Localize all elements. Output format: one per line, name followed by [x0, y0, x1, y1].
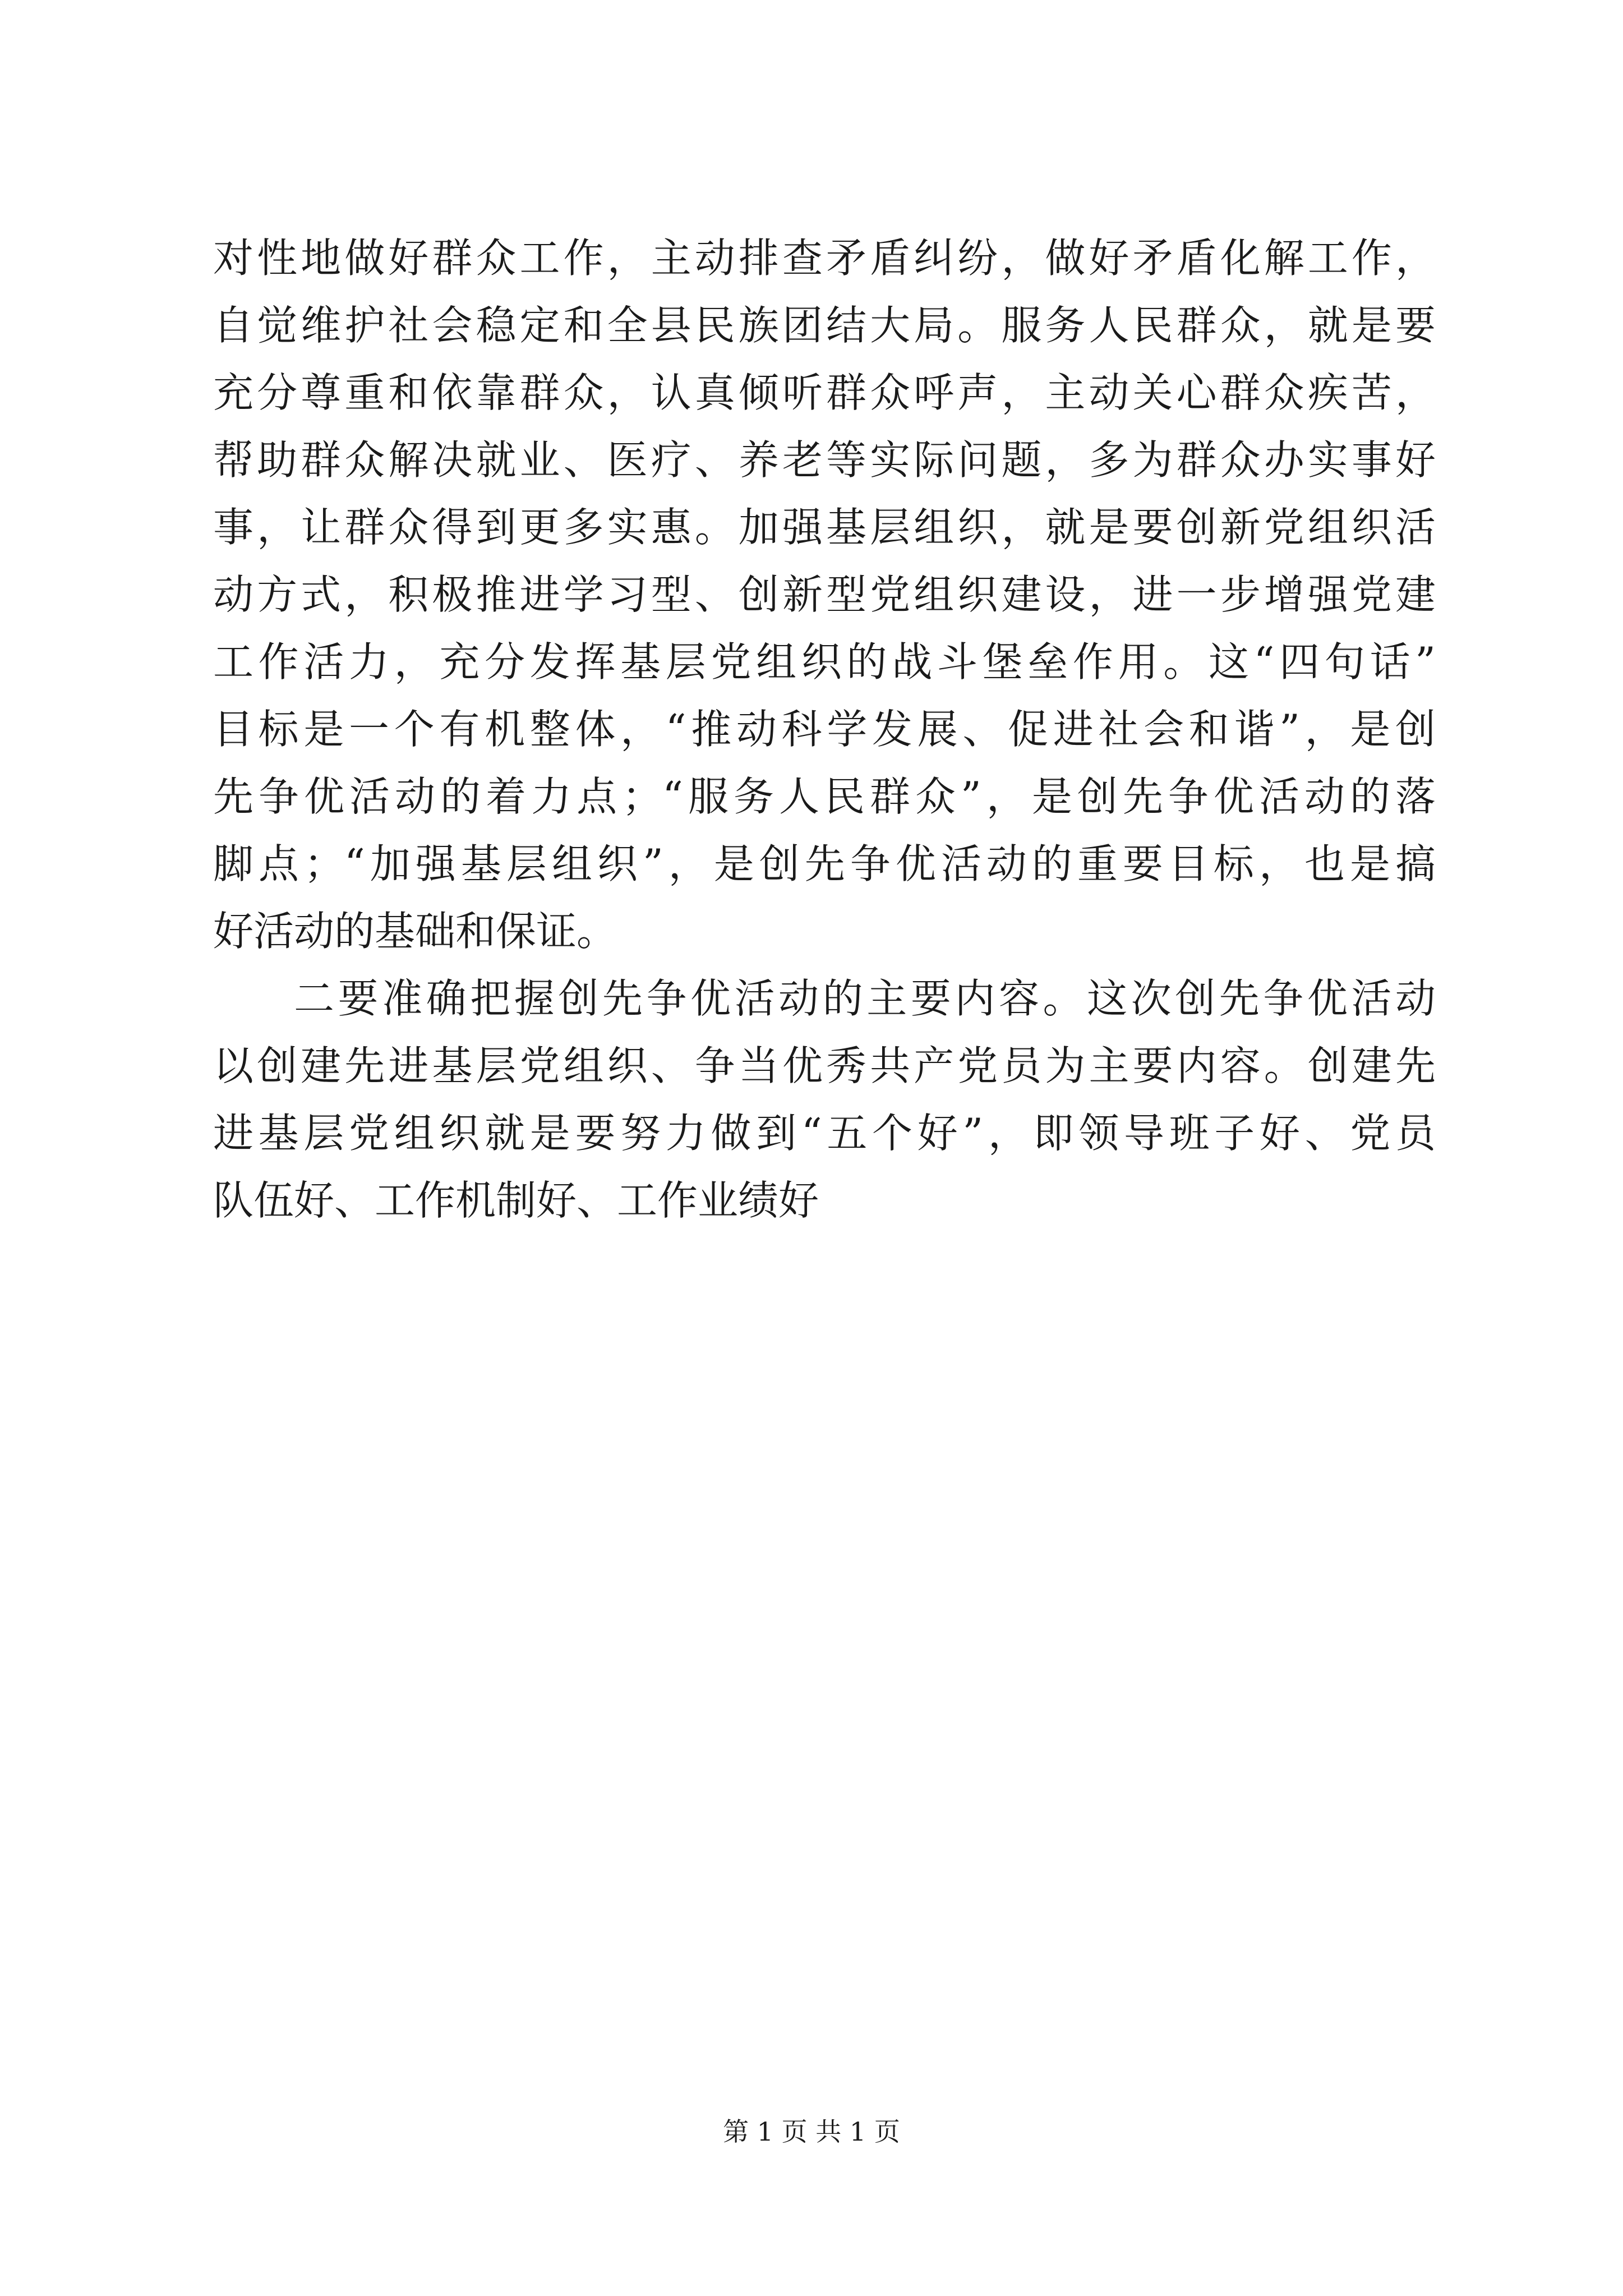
- page-footer: 第 1 页 共 1 页: [723, 2116, 900, 2147]
- text-line-1: 对性地做好群众工作，主动排查矛盾纠纷，做好矛盾化解工作，: [213, 234, 1436, 282]
- text-line-12: 二要准确把握创先争优活动的主要内容。这次创先争优活动: [294, 975, 1436, 1022]
- text-line-3: 充分尊重和依靠群众，认真倾听群众呼声，主动关心群众疾苦，: [213, 369, 1436, 416]
- text-line-10: 脚点；“加强基层组织”，是创先争优活动的重要目标，也是搞: [213, 840, 1436, 887]
- text-line-8: 目标是一个有机整体，“推动科学发展、促进社会和谐”，是创: [213, 706, 1436, 753]
- document-body: [213, 224, 1436, 1234]
- text-line-5: 事，让群众得到更多实惠。加强基层组织，就是要创新党组织活: [213, 504, 1436, 551]
- text-line-7: 工作活力，充分发挥基层党组织的战斗堡垒作用。这“四句话”: [213, 638, 1436, 685]
- text-line-11: 好活动的基础和保证。: [213, 908, 617, 955]
- text-line-2: 自觉维护社会稳定和全县民族团结大局。服务人民群众，就是要: [213, 302, 1436, 349]
- text-line-4: 帮助群众解决就业、医疗、养老等实际问题，多为群众办实事好: [213, 436, 1436, 484]
- text-line-14: 进基层党组织就是要努力做到“五个好”，即领导班子好、党员: [213, 1110, 1436, 1157]
- text-line-9: 先争优活动的着力点；“服务人民群众”，是创先争优活动的落: [213, 773, 1436, 820]
- text-line-13: 以创建先进基层党组织、争当优秀共产党员为主要内容。创建先: [213, 1042, 1436, 1089]
- text-line-15: 队伍好、工作机制好、工作业绩好: [213, 1177, 819, 1224]
- text-line-6: 动方式，积极推进学习型、创新型党组织建设，进一步增强党建: [213, 571, 1436, 618]
